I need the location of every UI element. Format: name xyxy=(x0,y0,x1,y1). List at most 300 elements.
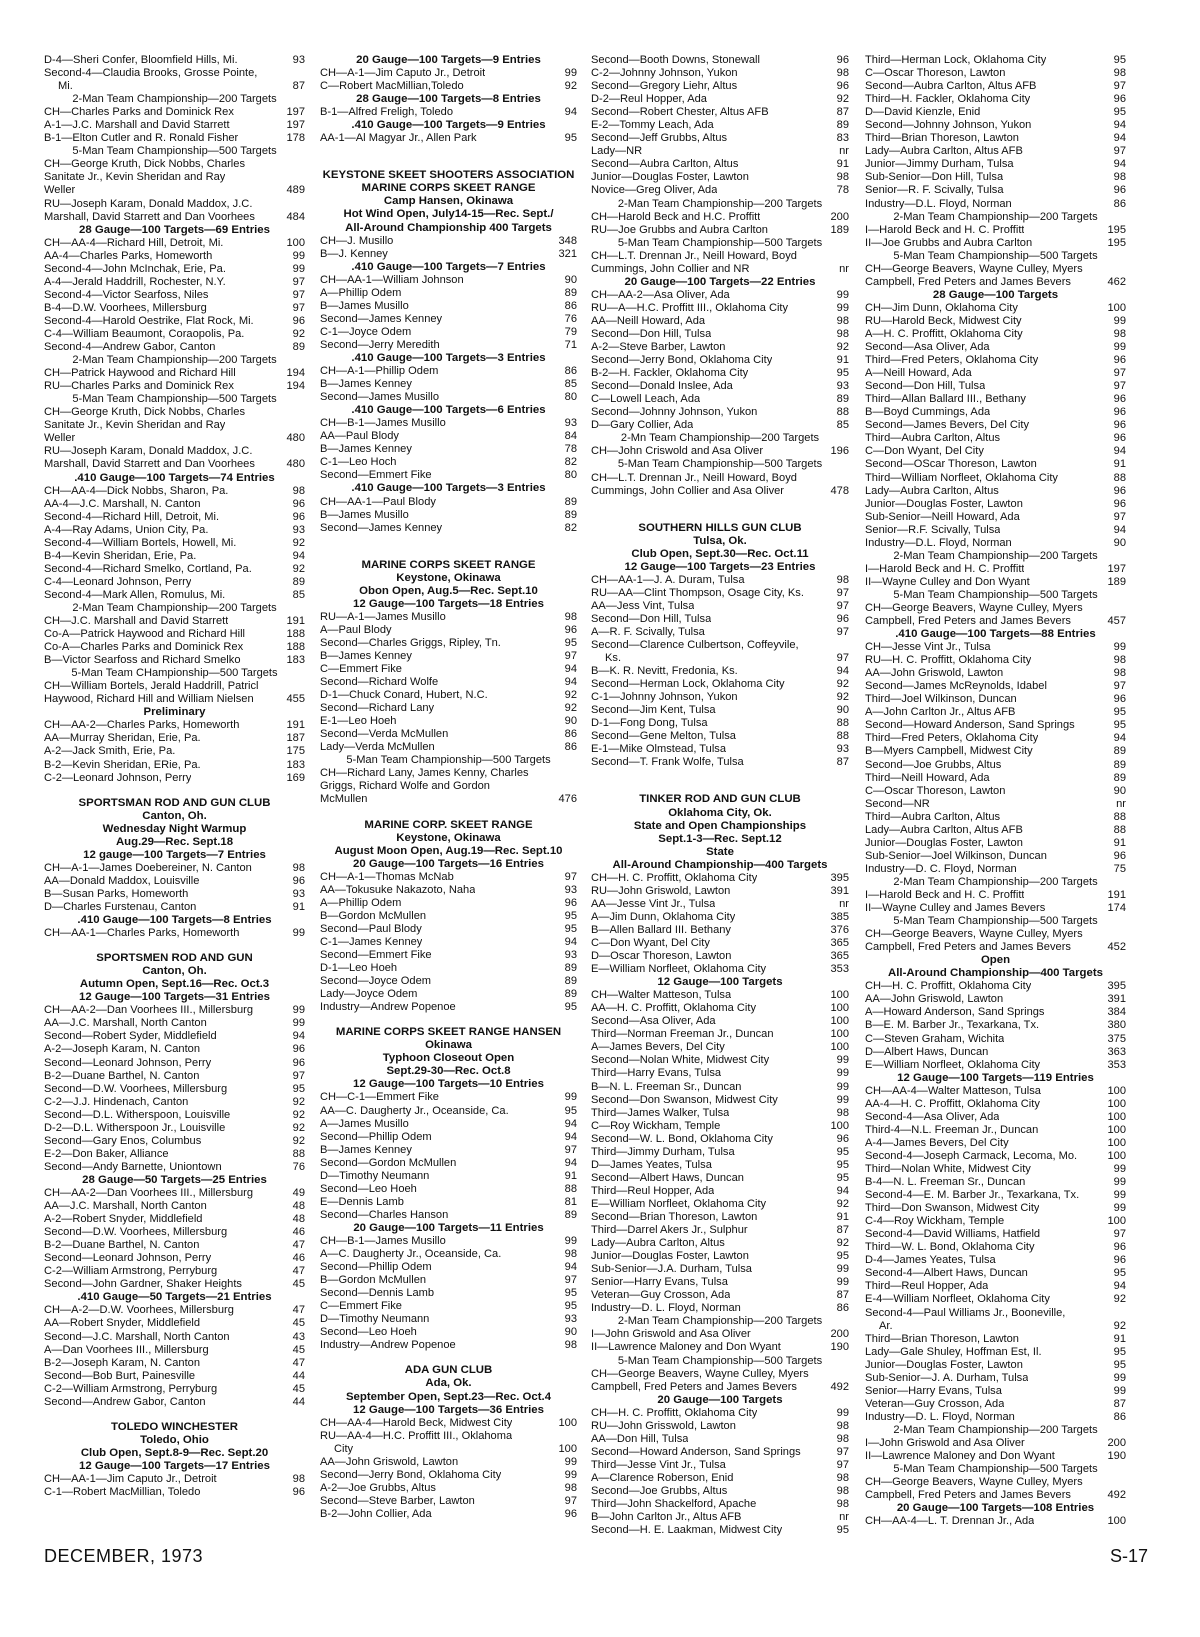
score: 492 xyxy=(1107,1489,1126,1502)
result-line xyxy=(44,680,305,693)
shooter-text: AA—Jess Vint, Tulsa xyxy=(591,599,695,612)
shooter-text: Second—Steve Barber, Lawton xyxy=(320,1494,475,1507)
score: 96 xyxy=(1113,184,1126,197)
shooter-text: Second—Charles Griggs, Ripley, Tn. xyxy=(320,636,501,649)
result-line xyxy=(44,1239,305,1252)
score: 480 xyxy=(286,458,305,471)
shooter-text: Sub-Senior—Joel Wilkinson, Duncan xyxy=(865,849,1047,862)
shooter-text: Second—Robert Syder, Middlefield xyxy=(44,1030,217,1043)
result-line xyxy=(44,1083,305,1096)
score: 99 xyxy=(836,1263,849,1276)
score: 99 xyxy=(564,1468,577,1481)
shooter-text: RU—John Grisswold, Lawton xyxy=(591,1419,736,1432)
score: 96 xyxy=(292,314,305,327)
section-heading: Keystone, Okinawa xyxy=(396,831,501,844)
result-line xyxy=(320,132,577,145)
result-line xyxy=(865,759,1126,772)
result-line xyxy=(865,772,1126,785)
column-4 xyxy=(865,54,1126,1528)
result-line xyxy=(591,1041,849,1054)
result-line xyxy=(865,863,1126,876)
result-line xyxy=(591,1054,849,1067)
result-line xyxy=(44,693,305,706)
score: 90 xyxy=(836,704,849,717)
score: 95 xyxy=(564,909,577,922)
shooter-text: CH—AA-2—Charles Parks, Homeworth xyxy=(44,719,240,732)
shooter-text: CH—H. C. Proffitt, Oklahoma City xyxy=(591,871,758,884)
shooter-text: RU—John Griswold, Lawton xyxy=(591,884,731,897)
score: 99 xyxy=(1113,1189,1126,1202)
score: 98 xyxy=(836,1484,849,1497)
result-line xyxy=(44,250,305,263)
shooter-text: AA—John Griswold, Lawton xyxy=(320,1455,459,1468)
score: 95 xyxy=(836,1171,849,1184)
result-line xyxy=(320,1183,577,1196)
score: 183 xyxy=(286,654,305,667)
shooter-text: Second—NR xyxy=(865,797,930,810)
shooter-text: Campbell, Fred Peters and James Bevers xyxy=(865,941,1071,954)
shooter-text: Junior—Douglas Foster, Lawton xyxy=(591,1250,749,1263)
score: 91 xyxy=(292,901,305,913)
section-heading: 12 Gauge—100 Targets—23 Entries xyxy=(624,560,816,573)
score: 98 xyxy=(1113,67,1126,80)
shooter-text: CH—AA-4—Dick Nobbs, Sharon, Pa. xyxy=(44,484,229,497)
shooter-text: CH—Jim Dunn, Oklahoma City xyxy=(865,301,1018,314)
shooter-text: Lady—Joyce Odem xyxy=(320,988,418,1001)
shooter-text: Lady—Aubra Carlton, Altus AFB xyxy=(865,145,1023,158)
result-line xyxy=(865,511,1126,524)
shooter-text: Second—Joe Grubbs, Altus xyxy=(865,758,1002,771)
shooter-text: RU—A-1—James Musillo xyxy=(320,610,446,623)
result-line xyxy=(865,654,1126,667)
score: 190 xyxy=(1107,1450,1126,1463)
event-subheading: 5-Man Team Championship—500 Targets xyxy=(72,393,277,406)
score: 96 xyxy=(1113,406,1126,419)
section-heading: Open xyxy=(980,954,1011,967)
shooter-text: C-4—Leonard Johnson, Perry xyxy=(44,575,192,588)
score: 98 xyxy=(836,1106,849,1119)
result-line xyxy=(44,485,305,498)
shooter-text: Second-4—Andrew Gabor, Canton xyxy=(44,341,216,354)
result-line xyxy=(320,767,577,780)
section-heading: Keystone, Okinawa xyxy=(396,571,501,584)
section-heading: 20 Gauge—100 Targets—108 Entries xyxy=(896,1502,1095,1515)
event-subheading: 2-Man Team Championship—200 Targets xyxy=(72,354,277,367)
score xyxy=(1122,928,1126,941)
shooter-text: Novice—Greg Oliver, Ada xyxy=(591,184,718,197)
score: 100 xyxy=(558,1442,577,1455)
result-line xyxy=(320,1235,577,1248)
result-line xyxy=(591,872,849,885)
page-number: S-17 xyxy=(1109,1546,1148,1566)
result-line xyxy=(865,380,1126,393)
shooter-text: B—K. R. Nevitt, Fredonia, Ks. xyxy=(591,665,738,678)
shooter-text: C-4—William Beaumont, Coraopolis, Pa. xyxy=(44,327,245,340)
result-line xyxy=(44,211,305,224)
shooter-text: Second—Brian Thoreson, Lawton xyxy=(591,1210,758,1223)
result-line xyxy=(320,1157,577,1170)
result-line xyxy=(865,1476,1126,1489)
score: 92 xyxy=(292,1134,305,1147)
score: 89 xyxy=(564,962,577,975)
result-line xyxy=(865,263,1126,276)
score: 395 xyxy=(830,871,849,884)
result-line xyxy=(320,1170,577,1183)
shooter-text: Second—Leo Hoeh xyxy=(320,1326,417,1339)
result-line xyxy=(320,871,577,884)
result-line xyxy=(865,1254,1126,1267)
shooter-text: B-2—Joseph Karam, N. Canton xyxy=(44,1356,201,1369)
score: 191 xyxy=(286,615,305,628)
shooter-text: E—Dennis Lamb xyxy=(320,1195,404,1208)
score: 96 xyxy=(836,1132,849,1145)
score: 100 xyxy=(830,1002,849,1015)
result-line xyxy=(44,576,305,589)
result-line xyxy=(865,1293,1126,1306)
event-subheading: 5-Man Team Championship—500 Targets xyxy=(617,236,823,249)
shooter-text: B-2—Kevin Sheridan, ERie, Pa. xyxy=(44,758,201,771)
event-subheading: 5-Man Team Championship—500 Targets xyxy=(346,754,551,767)
score: 195 xyxy=(1107,223,1126,236)
score: 99 xyxy=(292,1017,305,1030)
shooter-text: Second—Paul Blody xyxy=(320,922,422,935)
section-heading: MARINE CORPS SKEET RANGE HANSEN xyxy=(335,1026,562,1039)
shooter-text: CH—AA-2—Asa Oliver, Ada xyxy=(591,288,730,301)
score: 95 xyxy=(836,367,849,380)
shooter-text: E—William Norfleet, Oklahoma City xyxy=(865,1058,1041,1071)
result-line xyxy=(44,1265,305,1278)
shooter-text: Sanitate Jr., Kevin Sheridan and Ray xyxy=(44,171,226,184)
shooter-text: Second—John Gardner, Shaker Heights xyxy=(44,1278,242,1291)
result-line xyxy=(44,745,305,758)
result-line xyxy=(320,326,577,339)
shooter-text: Marshall, David Starrett and Dan Voorhees xyxy=(44,458,255,471)
score: 87 xyxy=(836,1224,849,1237)
score: nr xyxy=(1116,797,1126,810)
result-line xyxy=(865,106,1126,119)
shooter-text: C—Emmert Fike xyxy=(320,1300,402,1313)
shooter-text: C—Emmert Fike xyxy=(320,663,402,676)
score xyxy=(301,171,305,184)
spacer xyxy=(591,769,849,781)
score: 97 xyxy=(564,870,577,883)
shooter-text: Second—Verda McMullen xyxy=(320,728,449,741)
section-heading: Tulsa, Ok. xyxy=(693,534,747,547)
result-line xyxy=(320,1261,577,1274)
result-line xyxy=(591,171,849,184)
score: 89 xyxy=(564,988,577,1001)
result-line xyxy=(591,691,849,704)
result-line xyxy=(44,106,305,119)
score: 96 xyxy=(292,1043,305,1056)
result-line xyxy=(591,911,849,924)
score: 492 xyxy=(830,1380,849,1393)
section-heading: Canton, Oh. xyxy=(142,809,207,822)
score: 92 xyxy=(292,1121,305,1134)
result-line xyxy=(591,1511,849,1524)
shooter-text: A—Phillip Odem xyxy=(320,286,402,299)
shooter-text: RU—AA-4—H.C. Proffitt III., Oklahoma xyxy=(320,1429,513,1442)
shooter-text: II—Wayne Culley and James Bevers xyxy=(865,902,1046,915)
result-line xyxy=(865,1346,1126,1359)
shooter-text: C—Don Wyant, Del City xyxy=(591,937,710,949)
result-line xyxy=(591,885,849,898)
result-line xyxy=(865,432,1126,445)
shooter-text: B-2—Duane Barthel, N. Canton xyxy=(44,1069,200,1082)
score: 92 xyxy=(836,691,849,704)
event-subheading: 2-Man Team Championship—200 Targets xyxy=(617,197,823,210)
shooter-text: Junior—Douglas Foster, Lawton xyxy=(865,497,1023,510)
score: 99 xyxy=(1113,1371,1126,1384)
result-line xyxy=(44,1161,305,1174)
score: 87 xyxy=(1113,1397,1126,1410)
shooter-text: Second—Clarence Culbertson, Coffeyvile, xyxy=(591,639,799,652)
shooter-text: A—Dan Voorhees III., Millersburg xyxy=(44,1343,209,1356)
shooter-text: CH—C-1—Emmert Fike xyxy=(320,1091,439,1104)
shooter-text: Third—Darrel Akers Jr., Sulphur xyxy=(591,1224,748,1237)
result-line xyxy=(320,728,577,741)
result-line xyxy=(320,1339,577,1352)
score: 99 xyxy=(836,1054,849,1067)
spacer xyxy=(44,785,305,797)
shooter-text: Junior—Douglas Foster, Lawton xyxy=(865,1358,1023,1371)
score: 96 xyxy=(292,1056,305,1069)
spacer xyxy=(320,807,577,819)
score: 476 xyxy=(558,793,577,806)
shooter-text: Second—Joe Grubbs, Altus xyxy=(591,1484,728,1497)
column-2 xyxy=(320,54,577,1521)
shooter-text: B—Gordon McMullen xyxy=(320,909,427,922)
score: 80 xyxy=(564,391,577,404)
score: 89 xyxy=(564,286,577,299)
result-line xyxy=(320,378,577,391)
shooter-text: B—N. L. Freeman Sr., Duncan xyxy=(591,1080,742,1093)
score: 99 xyxy=(564,1234,577,1247)
score: 96 xyxy=(564,1507,577,1520)
score: 100 xyxy=(1107,1149,1126,1162)
result-line xyxy=(591,898,849,911)
score: 98 xyxy=(1113,327,1126,340)
result-line xyxy=(591,1224,849,1237)
shooter-text: Third—Brian Thoreson, Lawton xyxy=(865,1332,1019,1345)
shooter-text: Second—Donald Inslee, Ada xyxy=(591,380,733,393)
result-line xyxy=(320,1209,577,1222)
shooter-text: Second—Jerry Bond, Oklahoma City xyxy=(591,354,773,367)
result-line xyxy=(865,1307,1126,1320)
shooter-text: A-4—James Bevers, Del City xyxy=(865,1136,1009,1149)
score: 98 xyxy=(1113,171,1126,184)
score: 45 xyxy=(292,1382,305,1395)
result-line xyxy=(44,171,305,184)
event-subheading: 2-Man Team Championship—200 Targets xyxy=(893,875,1098,888)
score: 97 xyxy=(1113,1228,1126,1241)
shooter-text: Third—John Shackelford, Apache xyxy=(591,1498,757,1511)
score: 95 xyxy=(1113,706,1126,719)
shooter-text: II—Lawrence Maloney and Don Wyant xyxy=(865,1450,1055,1463)
section-heading: Toledo, Ohio xyxy=(140,1433,209,1446)
result-line xyxy=(865,641,1126,654)
shooter-text: Third—James Walker, Tulsa xyxy=(591,1106,730,1119)
result-line xyxy=(44,380,305,393)
shooter-text: RU—Joe Grubbs and Aubra Carlton xyxy=(591,223,768,236)
result-line xyxy=(865,485,1126,498)
result-line xyxy=(591,1459,849,1472)
shooter-text: CH—AA-2—Dan Voorhees III., Millersburg xyxy=(44,1004,254,1017)
shooter-text: Second—James Kenney xyxy=(320,521,443,534)
result-line xyxy=(320,1287,577,1300)
result-line xyxy=(320,1300,577,1313)
result-line xyxy=(591,652,849,665)
result-line xyxy=(320,910,577,923)
score: 95 xyxy=(1113,54,1126,66)
section-heading: September Open, Sept.23—Rec. Oct.4 xyxy=(345,1390,552,1403)
shooter-text: Second—Leo Hoeh xyxy=(320,1182,417,1195)
shooter-text: B—J. Kenney xyxy=(320,247,388,260)
shooter-text: A—Jim Dunn, Oklahoma City xyxy=(591,910,736,923)
result-line xyxy=(44,901,305,914)
score: 99 xyxy=(1113,1176,1126,1189)
column-3 xyxy=(591,54,849,1537)
score: 45 xyxy=(292,1343,305,1356)
score xyxy=(301,67,305,80)
section-heading: MARINE CORPS SKEET RANGE xyxy=(361,182,536,195)
shooter-text: B—James Musillo xyxy=(320,508,409,521)
section-heading: State and Open Championships xyxy=(633,819,807,832)
shooter-text: Industry—D. L. Floyd, Norman xyxy=(591,1302,741,1315)
score: 95 xyxy=(564,1104,577,1117)
shooter-text: Second—Richard Wolfe xyxy=(320,676,439,689)
result-line xyxy=(591,1381,849,1394)
score: 87 xyxy=(836,1289,849,1302)
section-heading: .410 Gauge—100 Targets—88 Entries xyxy=(895,628,1096,641)
score: 197 xyxy=(286,119,305,132)
score xyxy=(845,1368,849,1381)
shooter-text: B—James Kenney xyxy=(320,649,412,662)
score: 95 xyxy=(1113,1267,1126,1280)
shooter-text: Co-A—Patrick Haywood and Richard Hill xyxy=(44,628,245,641)
result-line xyxy=(865,224,1126,237)
shooter-text: Second—James Bevers, Del City xyxy=(865,419,1030,432)
result-line xyxy=(865,1111,1126,1124)
shooter-text: Second—W. L. Bond, Oklahoma City xyxy=(591,1132,773,1145)
shooter-text: C—Don Wyant, Del City xyxy=(865,445,984,458)
result-line xyxy=(865,1489,1126,1502)
shooter-text: B—Allen Ballard III. Bethany xyxy=(591,923,731,936)
score: 94 xyxy=(1113,445,1126,458)
result-line xyxy=(865,1046,1126,1059)
score: 100 xyxy=(1107,1123,1126,1136)
shooter-text: AA—Jesse Vint Jr., Tulsa xyxy=(591,897,716,910)
result-line xyxy=(591,1498,849,1511)
shooter-text: A—Phillip Odem xyxy=(320,896,402,909)
section-heading: 20 Gauge—100 Targets—22 Entries xyxy=(624,275,816,288)
result-line xyxy=(591,380,849,393)
score: 95 xyxy=(1113,1345,1126,1358)
score: 96 xyxy=(292,510,305,523)
score: 95 xyxy=(292,1082,305,1095)
result-line xyxy=(865,1333,1126,1346)
shooter-text: Second—D.W. Voorhees, Millersburg xyxy=(44,1082,228,1095)
shooter-text: B—Boyd Cummings, Ada xyxy=(865,406,991,419)
result-line xyxy=(865,1176,1126,1189)
shooter-text: CH—AA-1—Paul Blody xyxy=(320,495,436,508)
score: 85 xyxy=(292,588,305,601)
shooter-text: AA—Murray Sheridan, Erie, Pa. xyxy=(44,732,201,745)
section-heading: 20 Gauge—100 Targets—11 Entries xyxy=(353,1221,544,1234)
section-heading: Sept.29-30—Rec. Oct.8 xyxy=(386,1065,511,1078)
score: 93 xyxy=(564,949,577,961)
score: 100 xyxy=(1107,1110,1126,1123)
shooter-text: B—E. M. Barber Jr., Texarkana, Tx. xyxy=(865,1019,1040,1032)
score: 100 xyxy=(1107,1097,1126,1110)
score: 99 xyxy=(1113,641,1126,654)
result-line xyxy=(320,1105,577,1118)
result-line xyxy=(320,248,577,261)
score: 94 xyxy=(1113,523,1126,536)
score: 200 xyxy=(830,1328,849,1341)
section-heading: Oklahoma City, Ok. xyxy=(668,806,772,819)
result-line xyxy=(44,1331,305,1344)
result-line xyxy=(320,443,577,456)
score: 99 xyxy=(1113,341,1126,354)
shooter-text: Second—Johnny Johnson, Yukon xyxy=(865,119,1032,132)
result-line xyxy=(320,1456,577,1469)
result-line xyxy=(865,850,1126,863)
shooter-text: CH—A-2—D.W. Voorhees, Millersburg xyxy=(44,1304,234,1317)
result-line xyxy=(44,1486,305,1499)
result-line xyxy=(865,184,1126,197)
issue-date: DECEMBER, 1973 xyxy=(44,1546,204,1566)
score: 92 xyxy=(836,93,849,106)
shooter-text: Third—Jimmy Durham, Tulsa xyxy=(591,1145,735,1158)
shooter-text: A-2—Joseph Karam, N. Canton xyxy=(44,1043,201,1056)
score: 96 xyxy=(1113,497,1126,510)
shooter-text: Industry—D.L. Floyd, Norman xyxy=(865,536,1012,549)
result-line xyxy=(865,902,1126,915)
result-line xyxy=(865,80,1126,93)
score: 98 xyxy=(292,1472,305,1485)
shooter-text: E-1—Leo Hoeh xyxy=(320,715,397,728)
score: 94 xyxy=(1113,158,1126,171)
result-line xyxy=(865,785,1126,798)
result-line xyxy=(865,928,1126,941)
event-subheading: 2-Mn Team Championship—200 Targets xyxy=(620,432,820,445)
score: 189 xyxy=(830,223,849,236)
score: 100 xyxy=(1107,301,1126,314)
result-line xyxy=(591,328,849,341)
result-line xyxy=(865,798,1126,811)
score: 99 xyxy=(836,1093,849,1106)
shooter-text: CH—William Bortels, Jerald Haddrill, Patricl xyxy=(44,680,259,693)
score: 98 xyxy=(836,1471,849,1484)
score: 348 xyxy=(558,234,577,247)
result-line xyxy=(591,1341,849,1354)
result-line xyxy=(44,759,305,772)
result-line xyxy=(320,884,577,897)
score: 75 xyxy=(1113,862,1126,875)
shooter-text: Second-4—Harold Oestrike, Flat Rock, Mi. xyxy=(44,314,254,327)
result-line xyxy=(865,615,1126,628)
shooter-text: CH—Harold Beck and H.C. Proffitt xyxy=(591,210,761,223)
score: 92 xyxy=(1113,1319,1126,1332)
result-line xyxy=(320,469,577,482)
result-line xyxy=(865,171,1126,184)
shooter-text: C-2—Leonard Johnson, Perry xyxy=(44,771,192,784)
shooter-text: A-1—J.C. Marshall and David Starrett xyxy=(44,119,230,132)
score: 95 xyxy=(836,1250,849,1263)
shooter-text: Second—OScar Thoreson, Lawton xyxy=(865,458,1037,471)
score: 96 xyxy=(1113,693,1126,706)
